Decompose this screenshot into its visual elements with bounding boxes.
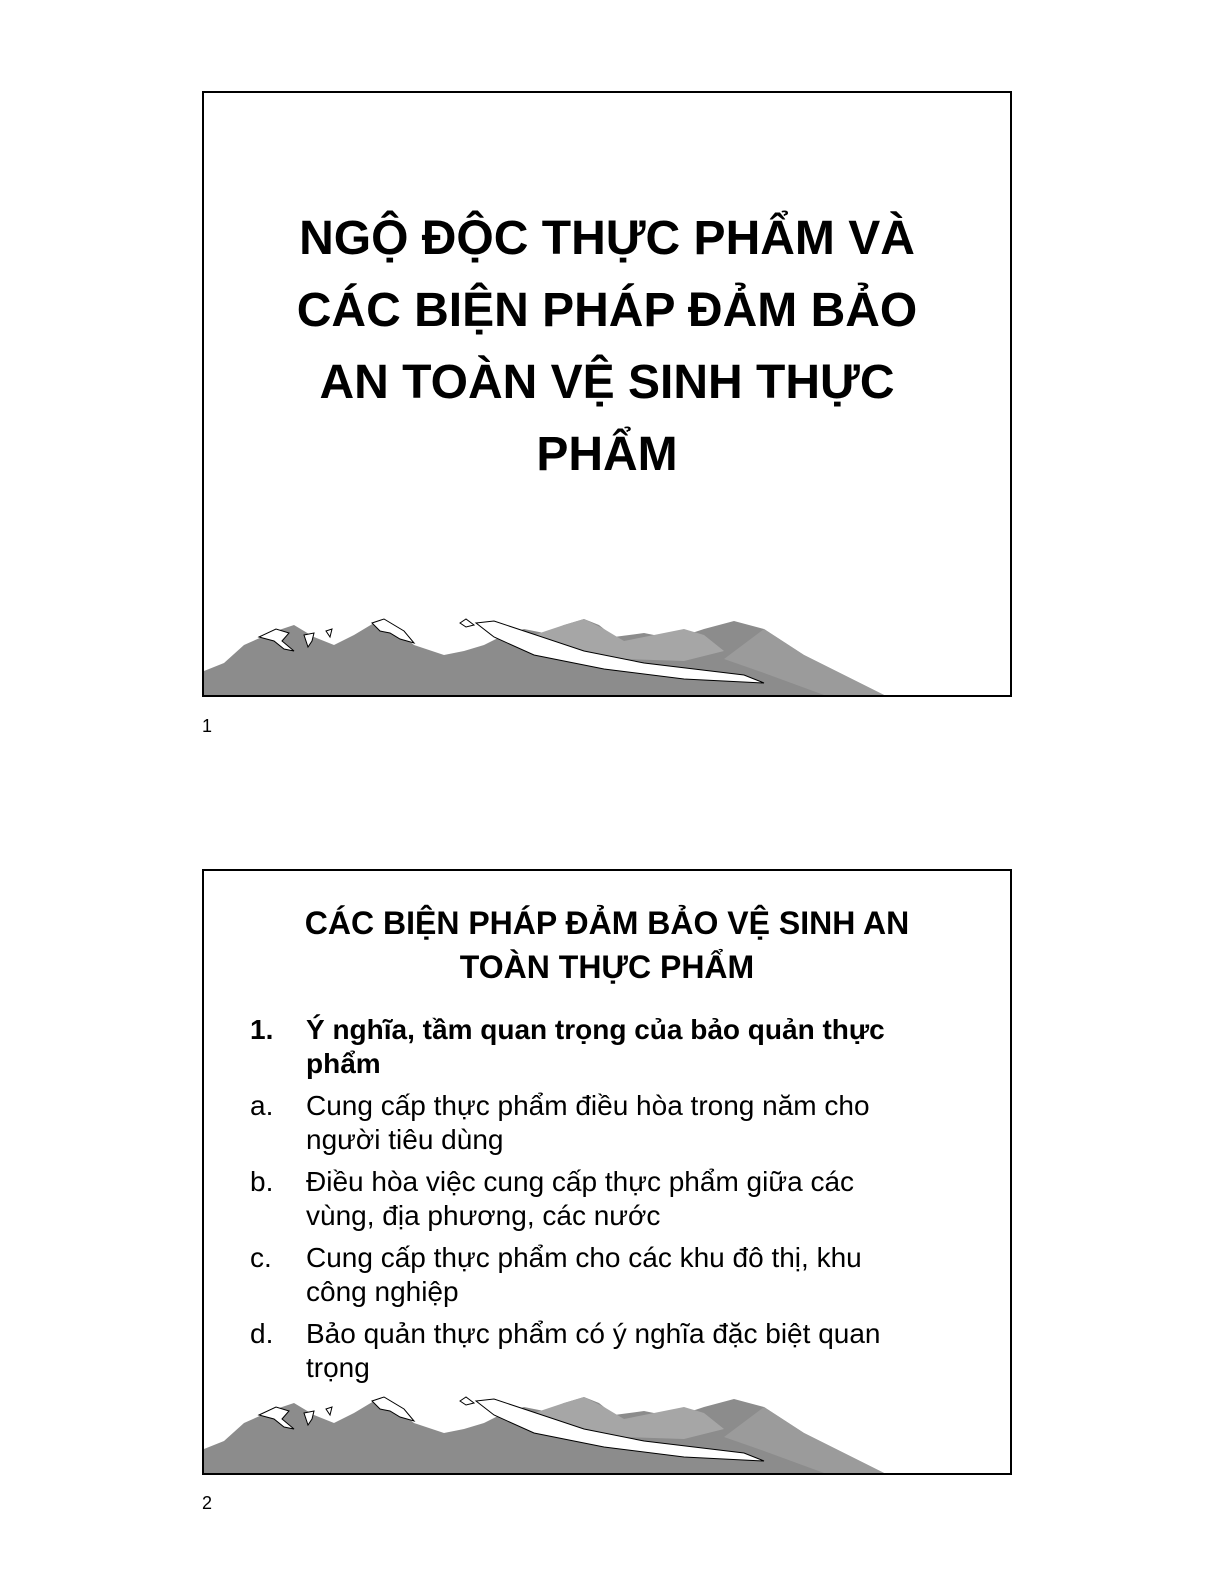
slide-1-title-line: PHẨM xyxy=(536,428,678,481)
list-item-text: Cung cấp thực phẩm cho các khu đô thị, khu xyxy=(306,1242,862,1273)
slide-number: 1 xyxy=(202,716,213,736)
slide-2-title xyxy=(204,901,1010,989)
list-item-text: Bảo quản thực phẩm có ý nghĩa đặc biệt quan xyxy=(306,1318,881,1349)
mountain-decoration xyxy=(204,1393,1010,1473)
slide-2-title-line: CÁC BIỆN PHÁP ĐẢM BẢO VỆ SINH AN xyxy=(304,905,910,941)
list-marker: b. xyxy=(250,1166,274,1197)
list-item-text: Ý nghĩa, tầm quan trọng của bảo quản thực xyxy=(306,1014,885,1045)
mountain-decoration xyxy=(204,615,1010,695)
list-marker: a. xyxy=(250,1090,274,1121)
list-item xyxy=(250,1165,980,1233)
slide-1 xyxy=(202,91,1012,697)
list-item-text: người tiêu dùng xyxy=(306,1124,504,1155)
slide-2-title-line: TOÀN THỰC PHẨM xyxy=(459,949,755,985)
list-marker: 1. xyxy=(250,1014,274,1045)
list-item-text: vùng, địa phương, các nước xyxy=(306,1200,661,1231)
list-item xyxy=(250,1013,980,1081)
slide-number: 2 xyxy=(202,1493,213,1513)
slide-1-title-line: CÁC BIỆN PHÁP ĐẢM BẢO xyxy=(296,284,918,337)
list-item xyxy=(250,1241,980,1309)
list-marker: c. xyxy=(250,1242,272,1273)
slide-1-title xyxy=(204,203,1010,491)
list-item-text: Cung cấp thực phẩm điều hòa trong năm cho xyxy=(306,1090,870,1121)
list-item-text: công nghiệp xyxy=(306,1276,459,1307)
list-item-text: trọng xyxy=(306,1352,370,1383)
slide-1-title-line: NGỘ ĐỘC THỰC PHẨM VÀ xyxy=(299,212,915,265)
list-item xyxy=(250,1317,980,1385)
slide-2-list xyxy=(250,1013,980,1393)
slide-2 xyxy=(202,869,1012,1475)
list-item-text: Điều hòa việc cung cấp thực phẩm giữa các xyxy=(306,1166,855,1197)
list-item-text: phẩm xyxy=(306,1048,381,1079)
list-item xyxy=(250,1089,980,1157)
slide-1-title-line: AN TOÀN VỆ SINH THỰC xyxy=(319,356,895,409)
list-marker: d. xyxy=(250,1318,274,1349)
